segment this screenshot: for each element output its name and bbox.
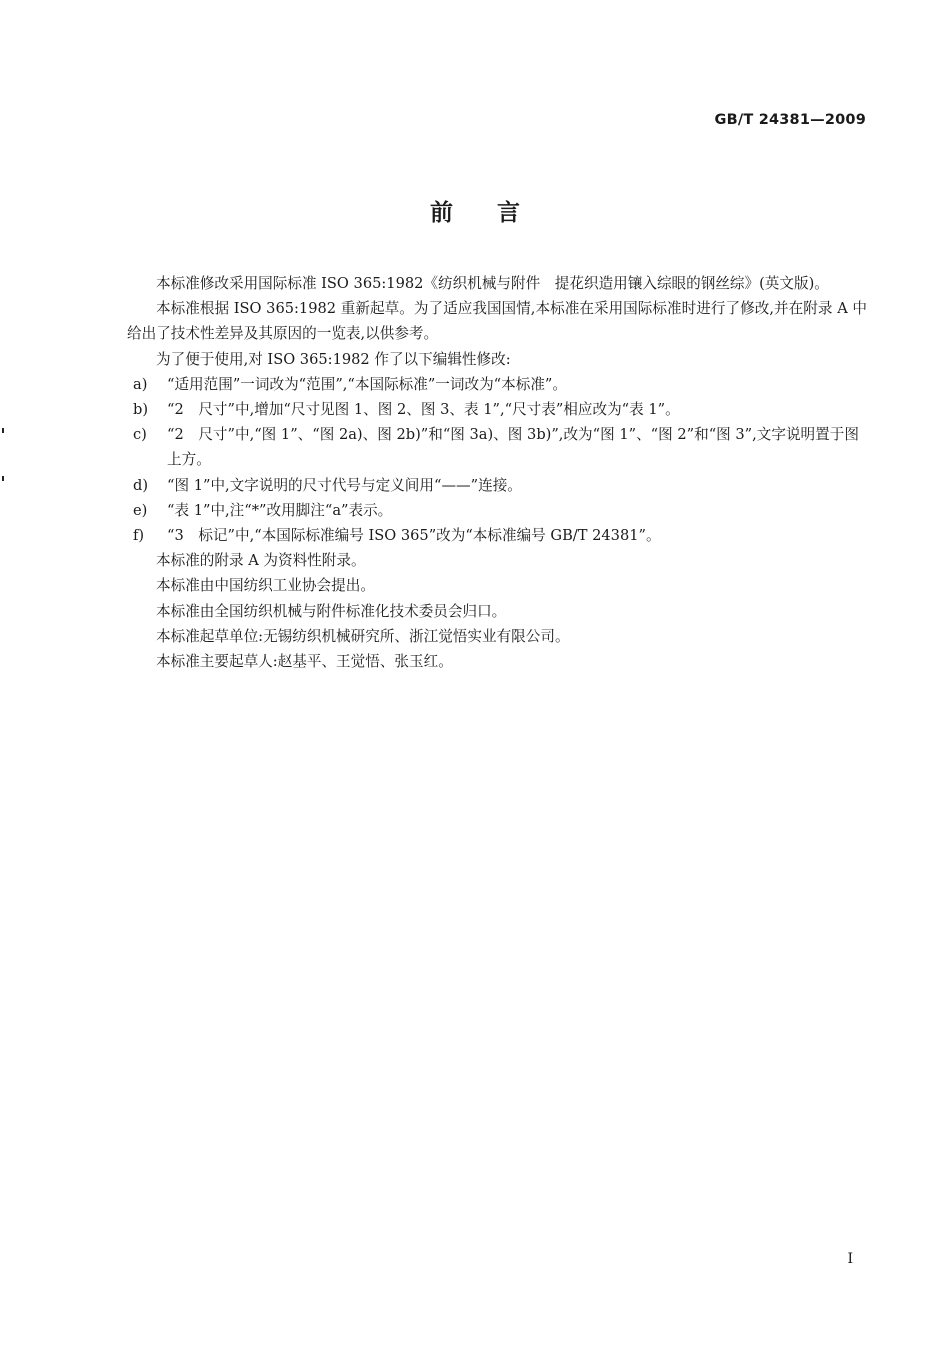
paragraph-committee: 本标准由全国纺织机械与附件标准化技术委员会归口。 (156, 602, 507, 620)
paragraph-annex: 本标准的附录 A 为资料性附录。 (156, 552, 366, 570)
list-item (127, 498, 867, 523)
paragraph-drafting-units: 本标准起草单位:无锡纺织机械研究所、浙江觉悟实业有限公司。 (156, 627, 570, 645)
list-item-label: e) (133, 501, 148, 519)
margin-mark (2, 428, 4, 433)
margin-mark (2, 476, 4, 481)
paragraph-proposer: 本标准由中国纺织工业协会提出。 (156, 577, 375, 595)
list-item-text: “表 1”中,注“*”改用脚注“a”表示。 (167, 501, 393, 519)
standard-number: GB/T 24381—2009 (714, 112, 866, 128)
list-item (127, 422, 867, 472)
list-item (127, 397, 867, 422)
paragraph-editorial-intro: 为了便于使用,对 ISO 365:1982 作了以下编辑性修改: (156, 350, 511, 368)
list-item-label: f) (133, 527, 145, 545)
list-item-text: “图 1”中,文字说明的尺寸代号与定义间用“——”连接。 (167, 476, 522, 494)
list-item (127, 473, 867, 498)
list-item-text: “2 尺寸”中,增加“尺寸见图 1、图 2、图 3、表 1”,“尺寸表”相应改为“表 1”。 (167, 401, 680, 419)
list-item-label: d) (133, 476, 149, 494)
foreword-body (127, 271, 867, 674)
list-item-text: “适用范围”一词改为“范围”,“本国际标准”一词改为“本标准”。 (167, 375, 567, 393)
list-item-label: a) (133, 375, 148, 393)
list-item-text: “2 尺寸”中,“图 1”、“图 2a)、图 2b)”和“图 3a)、图 3b)”,改为“图 1”、“图 2”和“图 3”,文字说明置于图上方。 (167, 426, 859, 469)
page-number: I (847, 1251, 853, 1267)
list-item (127, 372, 867, 397)
list-item-text: “3 标记”中,“本国际标准编号 ISO 365”改为“本标准编号 GB/T 24381”。 (167, 527, 661, 545)
paragraph-adoption: 本标准修改采用国际标准 ISO 365:1982《纺织机械与附件 提花织造用镶入综眼的钢丝综》(英文版)。 (156, 275, 829, 292)
paragraph-drafting-basis: 本标准根据 ISO 365:1982 重新起草。为了适应我国国情,本标准在采用国际标准时进行了修改,并在附录 A 中给出了技术性差异及其原因的一览表,以供参考。 (127, 300, 867, 343)
paragraph-drafters: 本标准主要起草人:赵基平、王觉悟、张玉红。 (156, 653, 453, 671)
list-item (127, 523, 867, 548)
list-item-label: b) (133, 401, 149, 419)
page-title: 前言 (430, 200, 564, 226)
list-item-label: c) (133, 426, 147, 444)
